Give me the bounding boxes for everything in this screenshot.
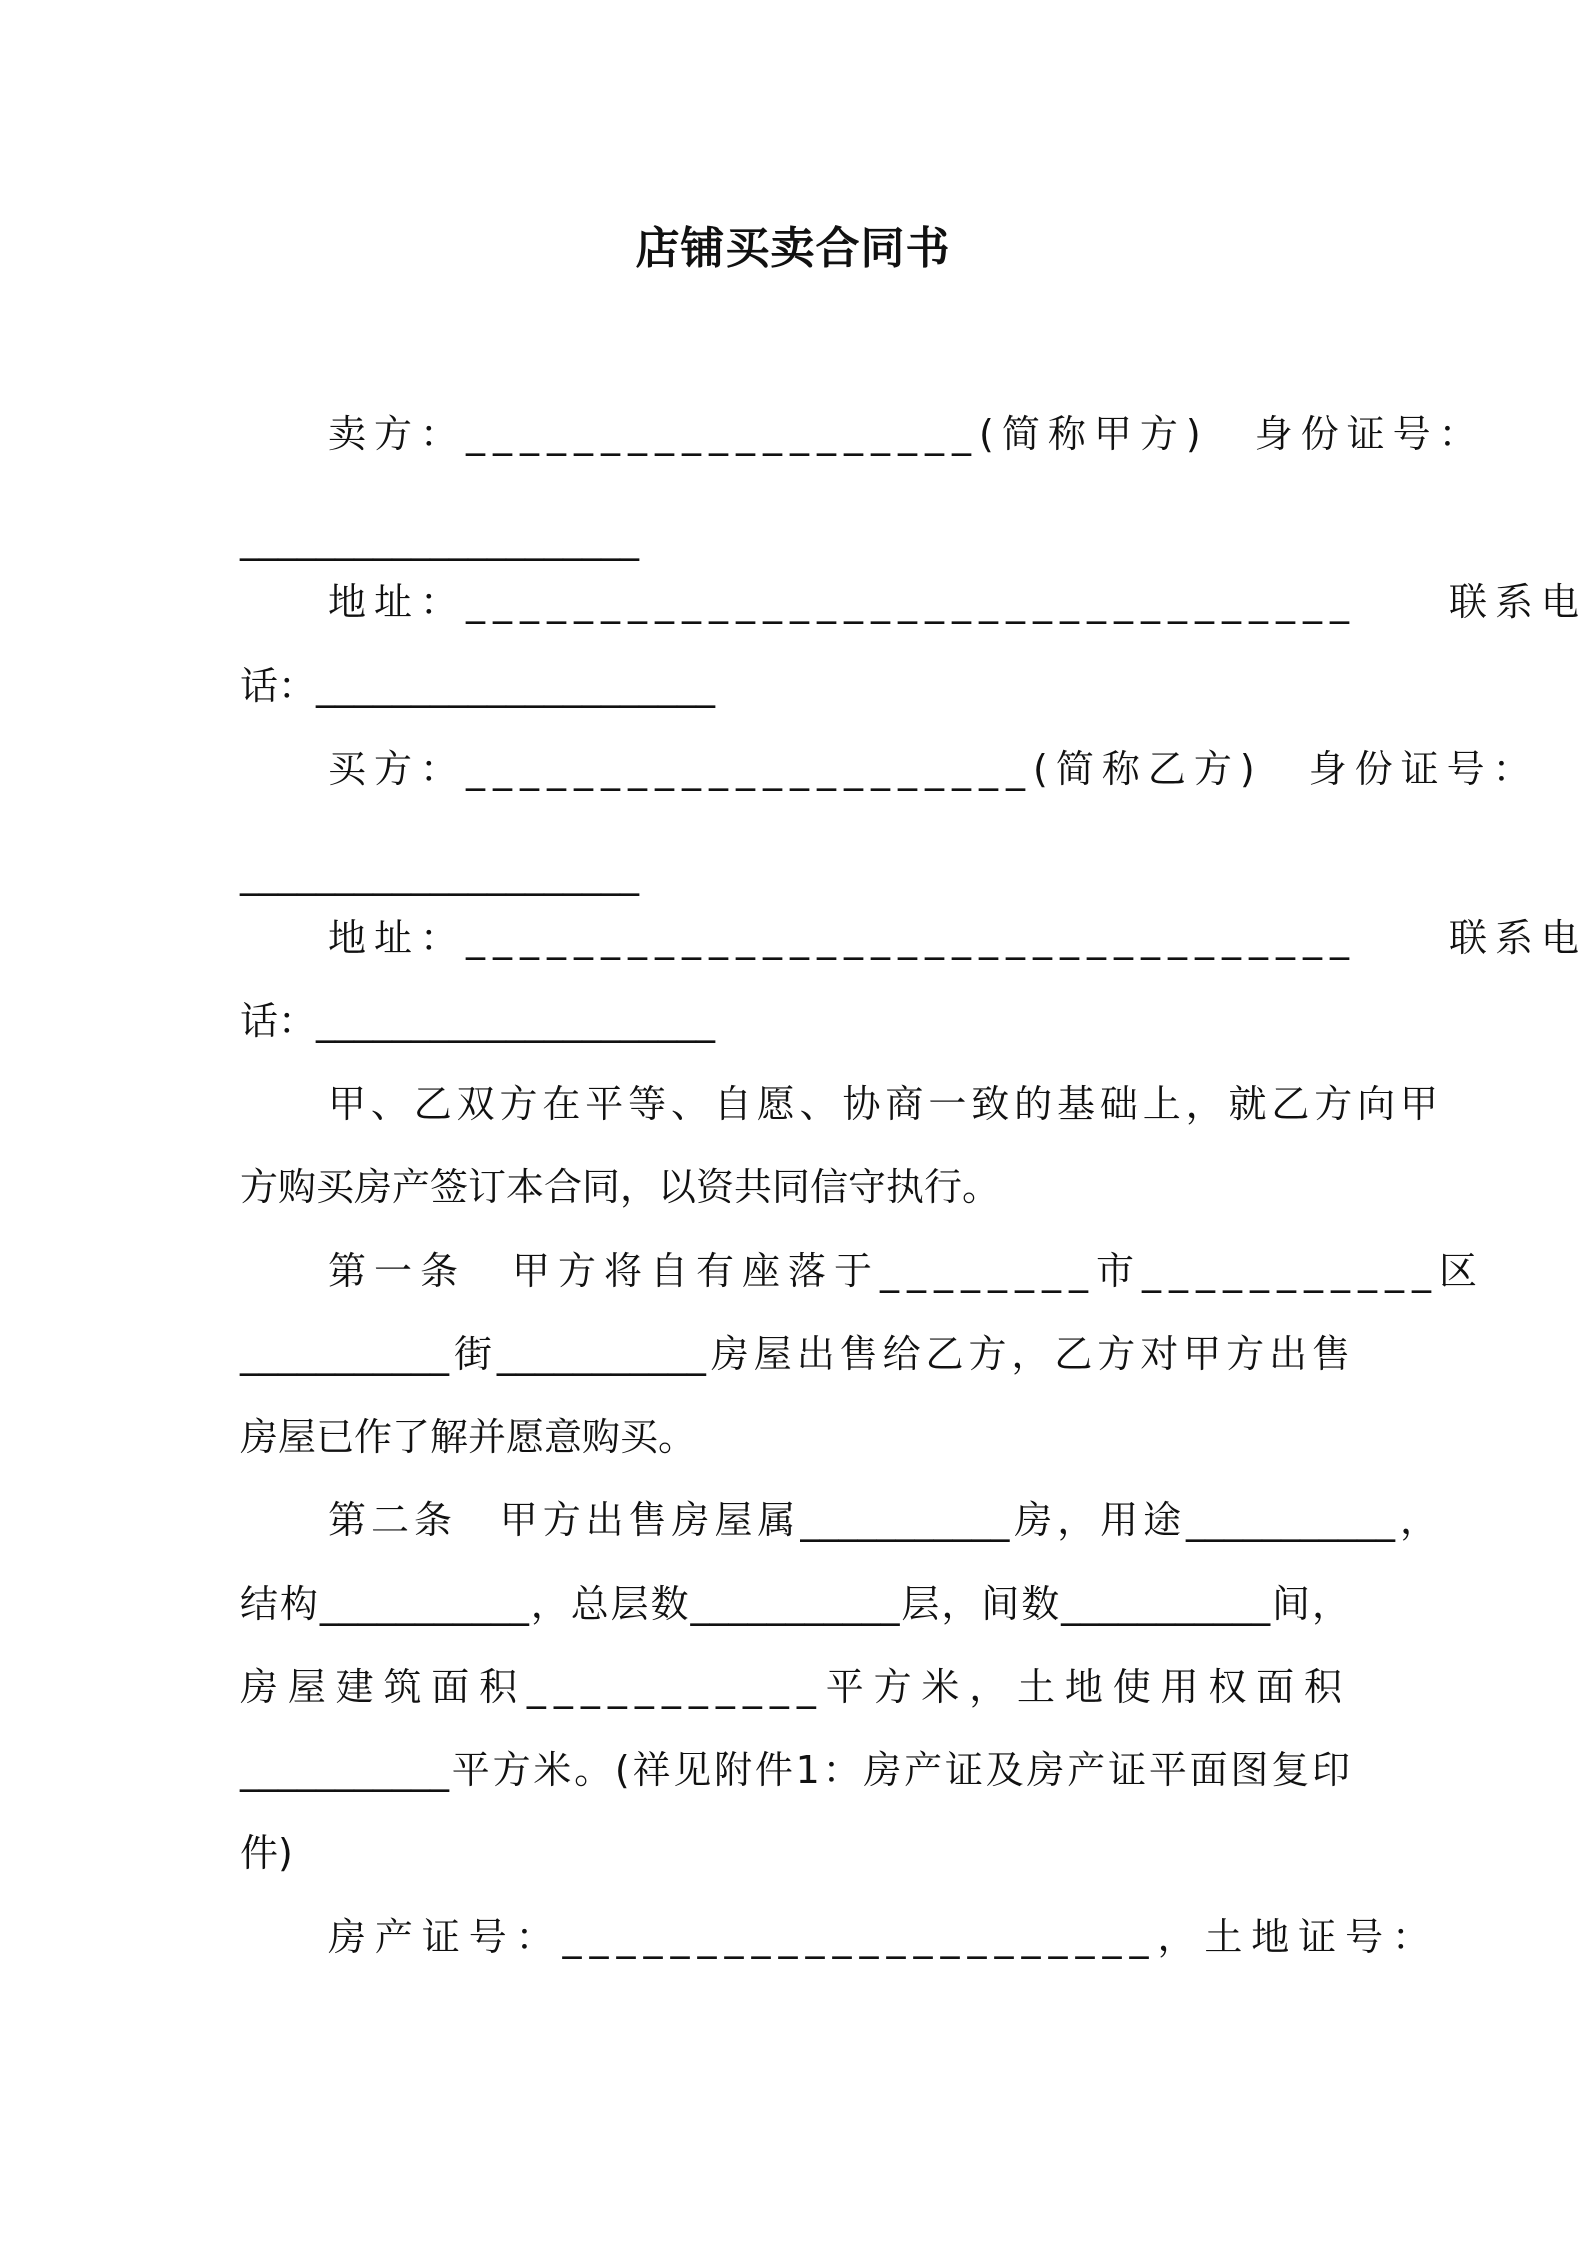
buyer-line: 买方：_____________________(简称乙方) 身份证号： [328, 747, 1539, 791]
article-2-line-4: ___________平方米。(祥见附件1：房产证及房产证平面图复印 [240, 1748, 1350, 1792]
seller-phone-line: 话：_____________________ [240, 664, 716, 708]
document-title: 店铺买卖合同书 [635, 223, 951, 274]
seller-line: 卖方：___________________(简称甲方) 身份证号： [328, 412, 1485, 456]
article-2-line-2: 结构___________，总层数___________层，间数___________间， [240, 1582, 1350, 1626]
seller-address-line: 地址：_________________________________ 联系电 [328, 580, 1587, 624]
seller-id-blank: _____________________ [240, 517, 639, 561]
buyer-phone-line: 话：_____________________ [240, 999, 716, 1043]
article-2-line-3: 房屋建筑面积___________平方米，土地使用权面积 [240, 1665, 1350, 1709]
article-2-line-5: 件) [240, 1831, 293, 1875]
buyer-id-blank: _____________________ [240, 852, 639, 896]
article-2-line-1: 第二条 甲方出售房屋属___________房，用途___________， [328, 1498, 1438, 1542]
preamble-line-2: 方购买房产签订本合同，以资共同信守执行。 [240, 1165, 1001, 1209]
preamble-line-1: 甲、乙双方在平等、自愿、协商一致的基础上，就乙方向甲 [328, 1082, 1438, 1126]
article-1-line-3: 房屋已作了解并愿意购买。 [240, 1415, 697, 1459]
certificate-number-line: 房产证号：______________________，土地证号： [328, 1915, 1438, 1959]
buyer-address-line: 地址：_________________________________ 联系电 [328, 916, 1587, 960]
article-1-line-2: ___________街___________房屋出售给乙方，乙方对甲方出售 [240, 1332, 1350, 1376]
article-1-line-1: 第一条 甲方将自有座落于________市___________区 [328, 1249, 1486, 1293]
